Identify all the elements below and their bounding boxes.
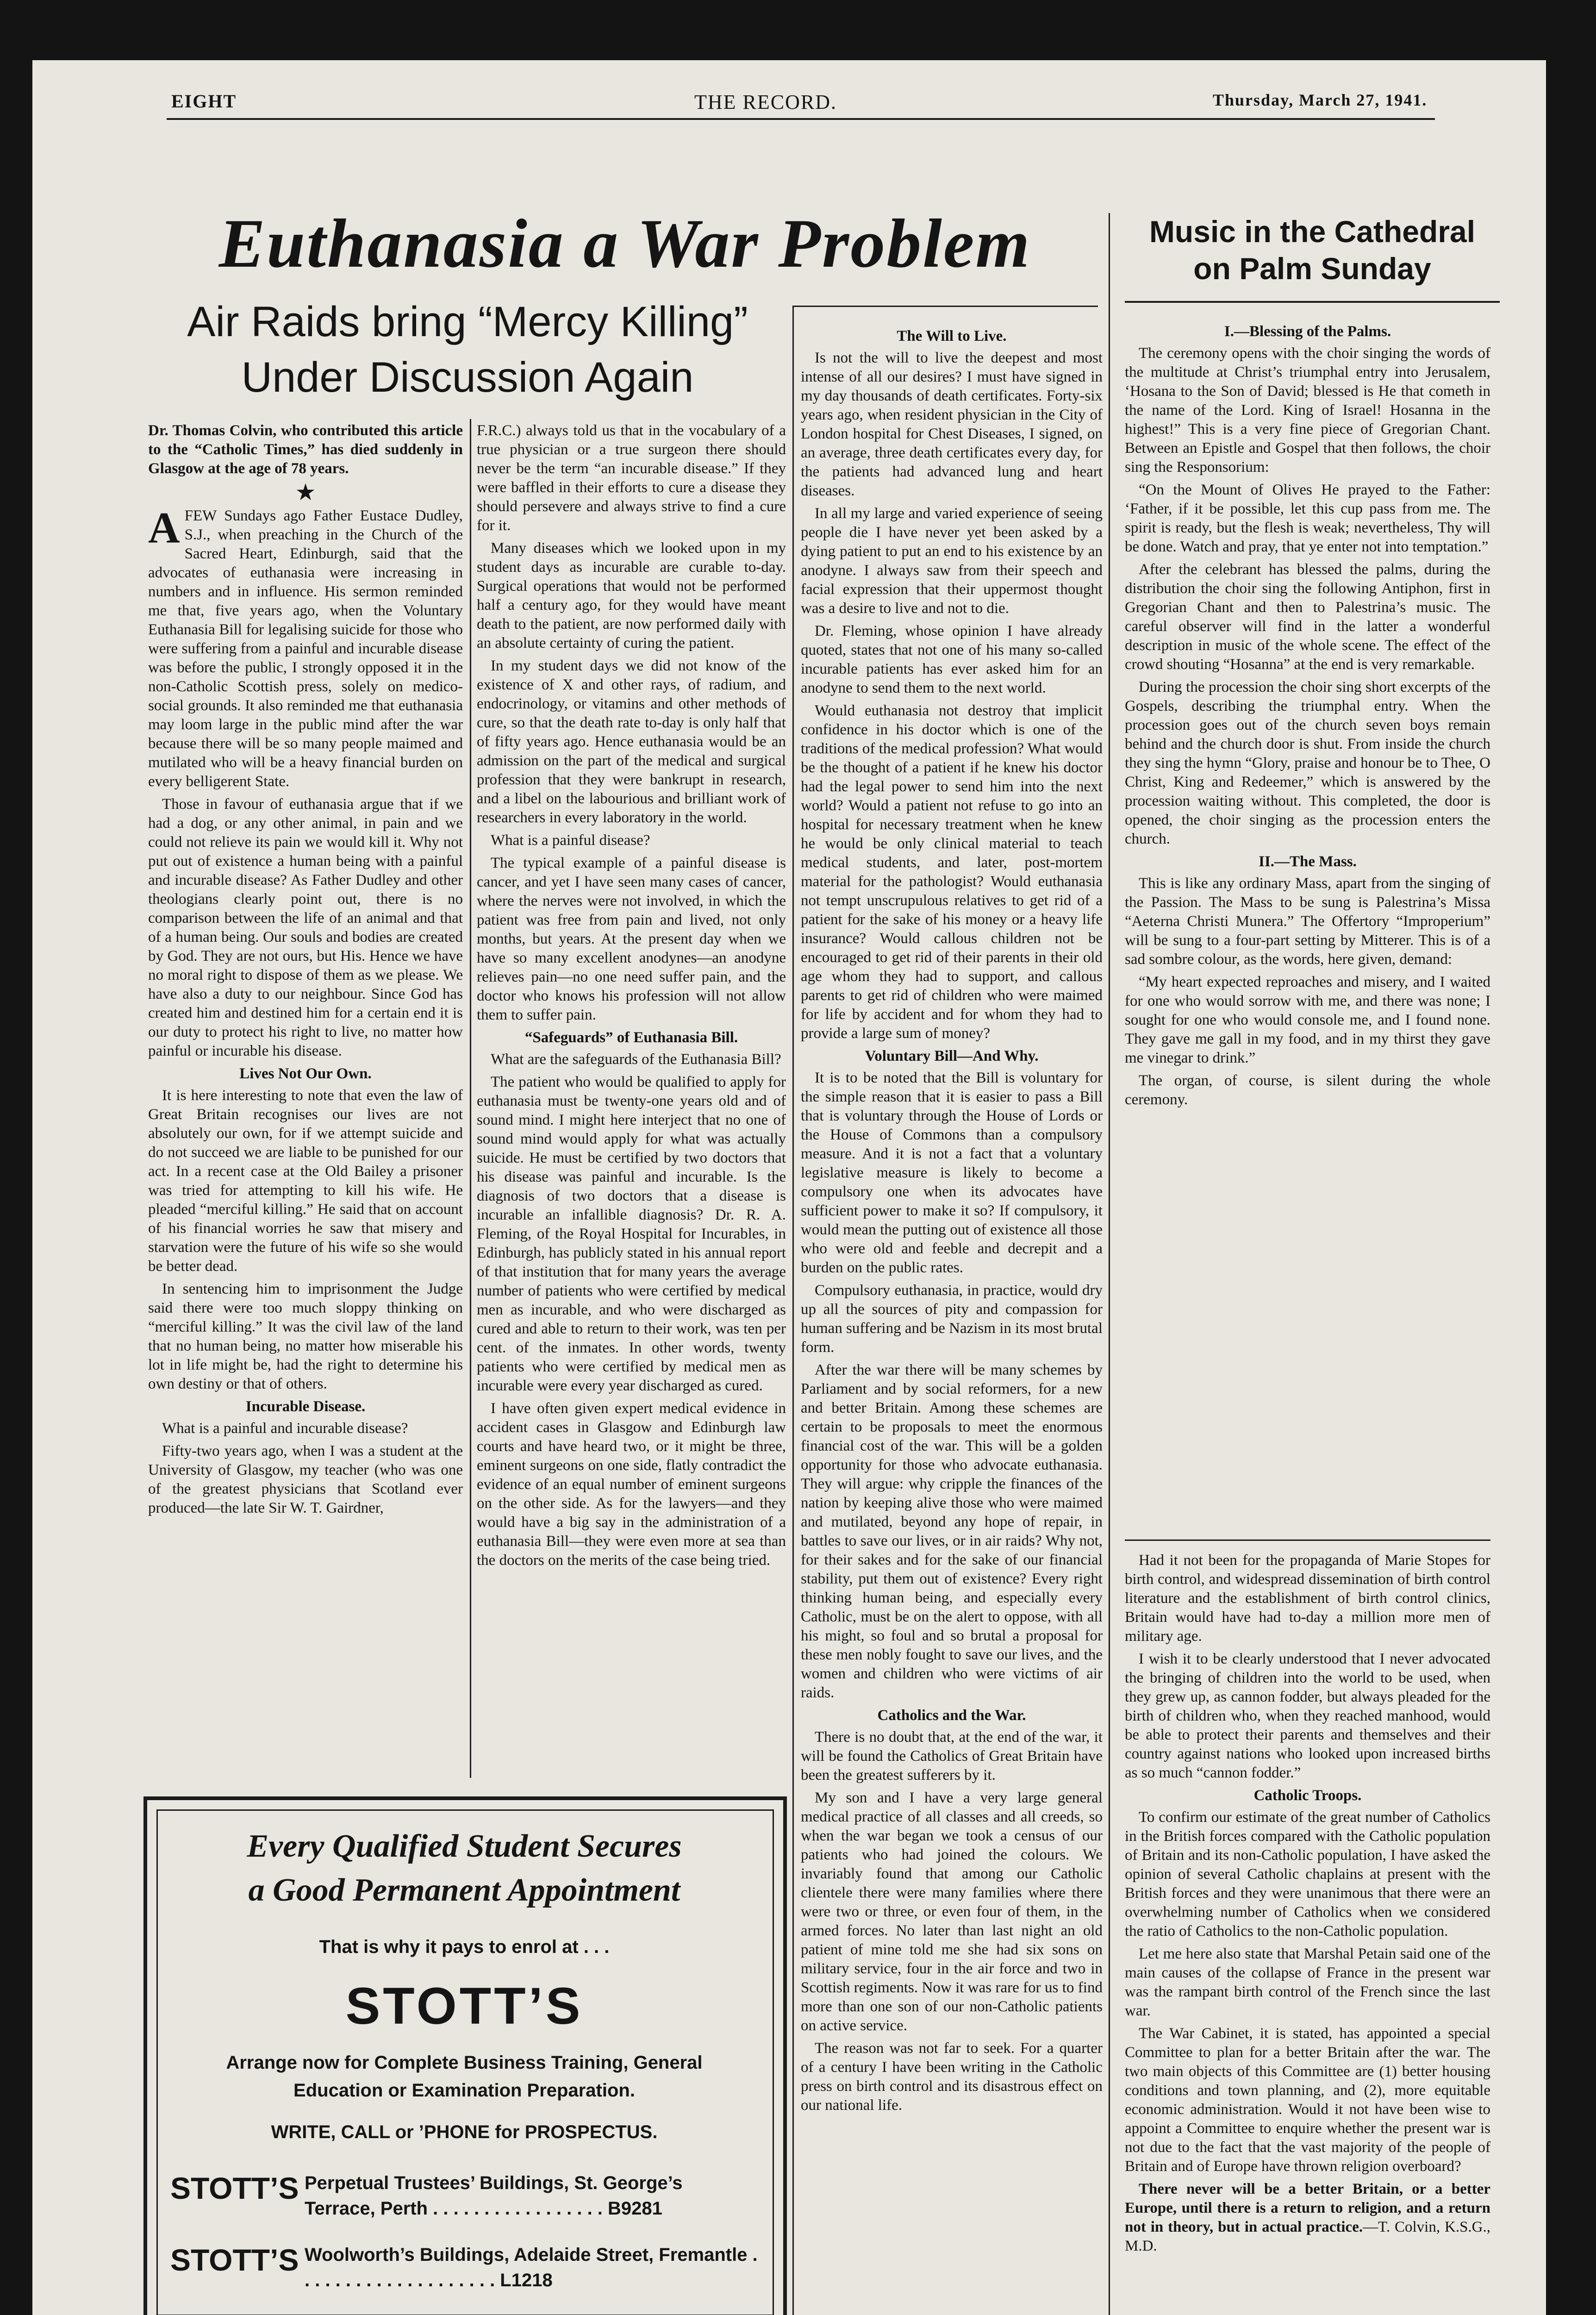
headline: Euthanasia a War Problem xyxy=(218,205,1031,282)
paragraph: Fifty-two years ago, when I was a student at the University of Glasgow, my teacher (who was one of the greatest physicians that Scotland ever produced—the late Sir W. T. Gairdner, xyxy=(148,1443,463,1516)
section-rule xyxy=(1125,1539,1490,1541)
subhead-line-2: Under Discussion Again xyxy=(241,354,694,401)
paragraph: In all my large and varied experience of seeing people die I have never yet been asked by a dying patient to put an end to his existence by an anodyne. I always saw from their speech and facial expression that their uppermost thought was a desire to live and not to die. xyxy=(801,505,1103,617)
paragraph: The organ, of course, is silent during the whole ceremony. xyxy=(1125,1072,1490,1108)
article-column-2 xyxy=(477,421,786,1783)
subheading: “Safeguards” of Euthanasia Bill. xyxy=(524,1029,738,1046)
paragraph: To confirm our estimate of the great number of Catholics in the British forces compared with the Catholic population of Britain and its non-Catholic population, I have asked the opinion of several Catholic chaplains at present with the British forces and they were unanimous that there were an overwhelming number of Catholics when we considered the ratio of Catholics to the non-Catholic population. xyxy=(1125,1809,1490,1940)
paragraph: Is not the will to live the deepest and most intense of all our desires? I must have signed in my day thousands of death certificates. Forty-six years ago, when resident physician in the City of London hospital for Chest Diseases, I signed, on an average, three death certificates every day, for the patients had advanced lung and heart diseases. xyxy=(801,350,1103,499)
ad-address: Woolworth’s Buildings, Adelaide Street, Fremantle . . . . . . . . . . . . . . . . . . . . L1218 xyxy=(305,2245,758,2290)
paragraph: Those in favour of euthanasia argue that if we had a dog, or any other animal, in pain and we could not relieve its pain we would kill it. Why not put out of existence a human being with a painful and incurable disease? As Father Dudley and other theologians clearly point out, there is no comparison between the life of an animal and that of a human being. Our souls and bodies are created by God. They are not ours, but His. Hence we have no moral right to dispose of them as we please. We have also a duty to our neighbour. Since God has created him and destined him for a certain end it is our duty to protect his right to live, no matter how painful or incurable his disease. xyxy=(148,796,463,1059)
ad-address: Perpetual Trustees’ Buildings, St. George’s Terrace, Perth . . . . . . . . . . . . . . . . . B9281 xyxy=(305,2173,683,2219)
column-top-rule xyxy=(792,306,1098,307)
subheading: II.—The Mass. xyxy=(1259,853,1357,870)
paragraph: After the war there will be many schemes by Parliament and by social reformers, for a new and better Britain. Among these schemes are certain to be proposals to meet the enormous financial cost of the war. This will be a golden opportunity for those who advocate euthanasia. They will argue: why cripple the finances of the nation by keeping alive those who were maimed and mutilated, beyond any hope of repair, in battles to save our lives, or in air raids? Why not, for their sakes and for the sake of our financial stability, put them out of existence? Every right thinking human being, and especially every Catholic, must be on the alert to oppose, with all his might, so foul and so brutal a proposal for these men nobly fought to save our lives, and the women and children who were victims of air raids. xyxy=(801,1362,1103,1701)
music-title-line-2: on Palm Sunday xyxy=(1193,251,1431,286)
ad-brand-small: STOTT’S xyxy=(170,2171,299,2205)
paragraph: Would euthanasia not destroy that implicit confidence in his doctor which is one of the traditions of the medical profession? What would be the thought of a patient if he knew his doctor had the legal power to send him into the next world? Would a patient not refuse to go into an hospital for necessary treatment when he knew he would be only clinical material to teach medical students, and later, post-mortem material for the pathologist? Would euthanasia not tempt unscrupulous relatives to get rid of a patient for the sake of his money or a heavy life insurance? Would callous children not be encouraged to get rid of their parents in their old age whom they had to support, and callous parents to get rid of children who were maimed for life by accident and for whom they had to provide a large sum of money? xyxy=(801,702,1103,1042)
article-intro: Dr. Thomas Colvin, who contributed this article to the “Catholic Times,” has died suddenly in Glasgow at the age of 78 years. xyxy=(148,422,463,477)
paper-name: THE RECORD. xyxy=(694,91,837,113)
music-article-body xyxy=(1125,319,1490,1533)
page-number: EIGHT xyxy=(171,91,237,112)
subheading: I.—Blessing of the Palms. xyxy=(1224,323,1391,340)
paragraph: The typical example of a painful disease is cancer, and yet I have seen many cases of cancer, where the nerves were not involved, in which the patient was free from pain and lived, not only months, but years. At the present day when we have so many excellent anodynes—an anodyne relieves pain—no one need suffer pain, and the doctor who knows his profession will not allow them to suffer pain. xyxy=(477,855,786,1023)
stotts-advertisement xyxy=(143,1796,787,2315)
ad-brand-name: STOTT’S xyxy=(345,1977,583,2035)
star-icon: ★ xyxy=(295,479,316,505)
paragraph: In my student days we did not know of the existence of X and other rays, of radium, and endocrinology, or vitamins and other methods of cure, so that the death rate to-day is only half that of fifty years ago. Hence euthanasia would be an admission on the part of the medical and surgical profession that they were bankrupt in research, and a libel on the labourious and brilliant work of researchers in every laboratory in the world. xyxy=(477,657,786,826)
paragraph: After the celebrant has blessed the palms, during the distribution the choir sing the following Antiphon, first in Gregorian Chant and then to Palestrina’s music. The careful observer will find in the latter a wonderful description in music of the whole scene. The effect of the crowd shouting “Hosanna” at the end is very remarkable. xyxy=(1125,561,1490,673)
paragraph: Dr. Fleming, whose opinion I have already quoted, states that not one of his many so-called incurable patients has ever asked him for an anodyne to send them to the next world. xyxy=(801,623,1103,696)
article-column-1 xyxy=(148,421,463,1783)
issue-date: Thursday, March 27, 1941. xyxy=(1213,91,1428,109)
ad-why: That is why it pays to enrol at . . . xyxy=(319,1937,610,1957)
paragraph: What are the safeguards of the Euthanasia Bill? xyxy=(491,1051,781,1068)
subhead-line-1: Air Raids bring “Mercy Killing” xyxy=(187,298,748,345)
paragraph: I wish it to be clearly understood that I never advocated the bringing of children into the world to be used, when they grew up, as cannon fodder, but always pleaded for the birth of children who, when they reached manhood, would be able to protect their parents and themselves and their country against nations who looked upon increased births as so much “cannon fodder.” xyxy=(1125,1651,1490,1781)
ad-tagline-2: a Good Permanent Appointment xyxy=(248,1872,680,1908)
paragraph: FEW Sundays ago Father Eustace Dudley, S.J., when preaching in the Church of the Sacred Heart, Edinburgh, said that the advocates of euthanasia were increasing in numbers and in influence. His sermon reminded me that, five years ago, when the Voluntary Euthanasia Bill for legalising suicide for those who were suffering from a painful and incurable disease was before the public, I strongly opposed it in the non-Catholic Scottish press, solely on medico-social grounds. It also reminded me that euthanasia may loom large in the public mind after the war because there will be so many people maimed and mutilated who will be a heavy financial burden on every belligerent State. xyxy=(148,507,463,790)
paragraph: What is a painful and incurable disease? xyxy=(162,1420,408,1437)
ad-tagline-1: Every Qualified Student Secures xyxy=(247,1828,682,1864)
paragraph: F.R.C.) always told us that in the vocabulary of a true physician or a true surgeon there should never be the term “an incurable disease.” If they were baffled in their efforts to cure a disease they should persevere and always strive to find a cure for it. xyxy=(477,422,786,534)
music-title-line-1: Music in the Cathedral xyxy=(1149,214,1476,249)
paragraph: “On the Mount of Olives He prayed to the Father: ‘Father, if it be possible, let this cup pass from me. The spirit is ready, but the flesh is weak; nevertheless, Thy will be done. Watch and pray, that ye enter not into temptation.” xyxy=(1125,482,1490,555)
drop-cap: A xyxy=(148,503,180,552)
ad-write-call: WRITE, CALL or ’PHONE for PROSPECTUS. xyxy=(271,2122,658,2142)
paragraph: The War Cabinet, it is stated, has appointed a special Committee to plan for a better Britain after the war. The two main objects of this Committee are (1) better housing conditions and town planning, and (2), more equitable economic administration. Would it not have been wise to appoint a Committee to enquire whether the present war is not due to the fact that the vast majority of the people of Britain and of Europe have thrown religion overboard? xyxy=(1125,2025,1490,2175)
music-title-rule xyxy=(1125,301,1500,303)
paragraph: Had it not been for the propaganda of Marie Stopes for birth control, and widespread dissemination of birth control literature and the establishment of birth control clinics, Britain would have had to-day a million more men of military age. xyxy=(1125,1552,1490,1645)
header-rule xyxy=(167,118,1435,120)
subheading: Lives Not Our Own. xyxy=(239,1065,372,1082)
paragraph: My son and I have a very large general medical practice of all classes and all creeds, so when the war began we took a census of our patients who had joined the colours. We invariably found that among our Catholic clientele there were many families where there were two or three, or even four of them, in the armed forces. No later than last night an old patient of mine told me she had six sons on military service, four in the air force and two in Scottish regiments. Now it was rare for us to find more than one son of our non-Catholic patients on active service. xyxy=(801,1789,1103,2034)
paragraph: It is here interesting to note that even the law of Great Britain recognises our lives are not absolutely our own, for if we attempt suicide and do not succeed we are liable to be punished for our act. In a recent case at the Old Bailey a prisoner was tried for attempting to kill his wife. He pleaded “merciful killing.” He said that on account of his financial worries he saw that misery and starvation were the future of his wife so she would be better dead. xyxy=(148,1087,463,1275)
subheading: Voluntary Bill—And Why. xyxy=(865,1048,1039,1064)
ad-arrange-line-1: Arrange now for Complete Business Training, General xyxy=(226,2052,703,2073)
paragraph: This is like any ordinary Mass, apart from the singing of the Passion. The Mass to be sung is Palestrina’s Missa “Aeterna Christi Munera.” The Offertory “Improperium” will be sung to a four-part setting by Mitterer. This is of a sad sombre colour, as the words, here given, demand: xyxy=(1125,875,1490,968)
music-article-title xyxy=(1129,213,1495,287)
paragraph: The patient who would be qualified to apply for euthanasia must be twenty-one years old and of sound mind. I might here interject that no one of sound mind would apply for what was actually suicide. He must be certified by two doctors that his disease was painful and incurable. Is the diagnosis of two doctors that a disease is incurable an infallible diagnosis? Dr. R. A. Fleming, of the Royal Hospital for Incurables, in Edinburgh, has publicly stated in his annual report of that institution that for many years the average number of patients who were certified by medical men as incurable, and who were discharged as cured and able to return to their work, was ten per cent. of the inmates. In other words, twenty patients who were certified by medical men as incurable were every year discharged as cured. xyxy=(477,1074,786,1394)
paragraph: There is no doubt that, at the end of the war, it will be found the Catholics of Great Britain have been the greatest sufferers by it. xyxy=(801,1729,1103,1783)
paragraph: Many diseases which we looked upon in my student days as incurable are curable to-day. Surgical operations that would not be performed half a century ago, for they would have meant death to the patient, are now performed daily with an absolute certainty of curing the patient. xyxy=(477,540,786,651)
paragraph: What is a painful disease? xyxy=(491,832,650,849)
paragraph: During the procession the choir sing short excerpts of the Gospels, describing the triumphal entry. When the procession goes out of the church seven boys remain behind and the church door is shut. From inside the church they sing the hymn “Glory, praise and honour be to Thee, O Christ, King and Redeemer,” which is answered by the procession waiting without. This completed, the door is opened, the choir singing as the procession enters the church. xyxy=(1125,679,1490,847)
subheading: Catholics and the War. xyxy=(877,1707,1026,1724)
paragraph: The reason was not far to seek. For a quarter of a century I have been writing in the Catholic press on birth control and its disastrous effect on our national life. xyxy=(801,2040,1103,2114)
article-column-4 xyxy=(1125,1551,1490,2315)
author-signature: —T. Colvin, K.S.G., M.D. xyxy=(1125,2219,1490,2254)
paragraph: I have often given expert medical evidence in accident cases in Glasgow and Edinburgh law courts and have heard two, or it might be three, eminent surgeons on one side, flatly contradict the evidence of an equal number of eminent surgeons on the other side. As for the lawyers—and they would have a big say in the administration of a euthanasia Bill—they were even more at sea than the doctors on the merits of the case being tried. xyxy=(477,1400,786,1569)
paragraph: The ceremony opens with the choir singing the words of the multitude at Christ’s triumphal entry into Jerusalem, ‘Hosana to the Son of David; blessed is He that cometh in the name of the Lord. King of Israel! Hosanna in the highest!” This is a very fine piece of Gregorian Chant. Between an Epistle and Gospel that then follows, the choir sing the Responsorium: xyxy=(1125,345,1490,476)
paragraph: In sentencing him to imprisonment the Judge said there were too much sloppy thinking on “merciful killing.” It was the civil law of the land that no human being, no matter how miserable his lot in life might be, had the right to determine his own destiny or that of others. xyxy=(148,1281,463,1392)
paragraph: “My heart expected reproaches and misery, and I waited for one who would sorrow with me, and there was none; I sought for one who would console me, and I found none. They gave me gall in my food, and in my thirst they gave me vinegar to drink.” xyxy=(1125,974,1490,1066)
paragraph: It is to be noted that the Bill is voluntary for the simple reason that it is easier to pass a Bill that is voluntary through the House of Lords or the House of Commons than a compulsory measure. And it is not a fact that a voluntary legislative measure is likely to become a compulsory one when its advocates have sufficient power to make it so? If compulsory, it would mean the putting out of existence all those who were old and feeble and decrepit and a burden on the public rates. xyxy=(801,1070,1103,1276)
column-rule xyxy=(470,419,471,1778)
subheading: Incurable Disease. xyxy=(245,1398,366,1415)
article-column-3 xyxy=(801,324,1103,2315)
paragraph: Let me here also state that Marshal Petain said one of the main causes of the collapse of France in the present war was the rampant birth control of the French since the last war. xyxy=(1125,1946,1490,2019)
subheading: The Will to Live. xyxy=(897,328,1007,344)
paragraph: Compulsory euthanasia, in practice, would dry up all the sources of pity and compassion for human suffering and be Nazism in its most brutal form. xyxy=(801,1282,1103,1356)
column-rule xyxy=(792,306,794,2315)
ad-brand-small: STOTT’S xyxy=(170,2243,299,2277)
ad-arrange-line-2: Education or Examination Preparation. xyxy=(293,2080,635,2101)
paragraph xyxy=(1125,2180,1490,2256)
column-rule xyxy=(1109,213,1110,2315)
closing-statement: There never will be a better Britain, or a better Europe, until there is a return to religion, and a return not in theory, but in actual practice. xyxy=(1125,2181,1490,2235)
subheading: Catholic Troops. xyxy=(1253,1787,1362,1804)
